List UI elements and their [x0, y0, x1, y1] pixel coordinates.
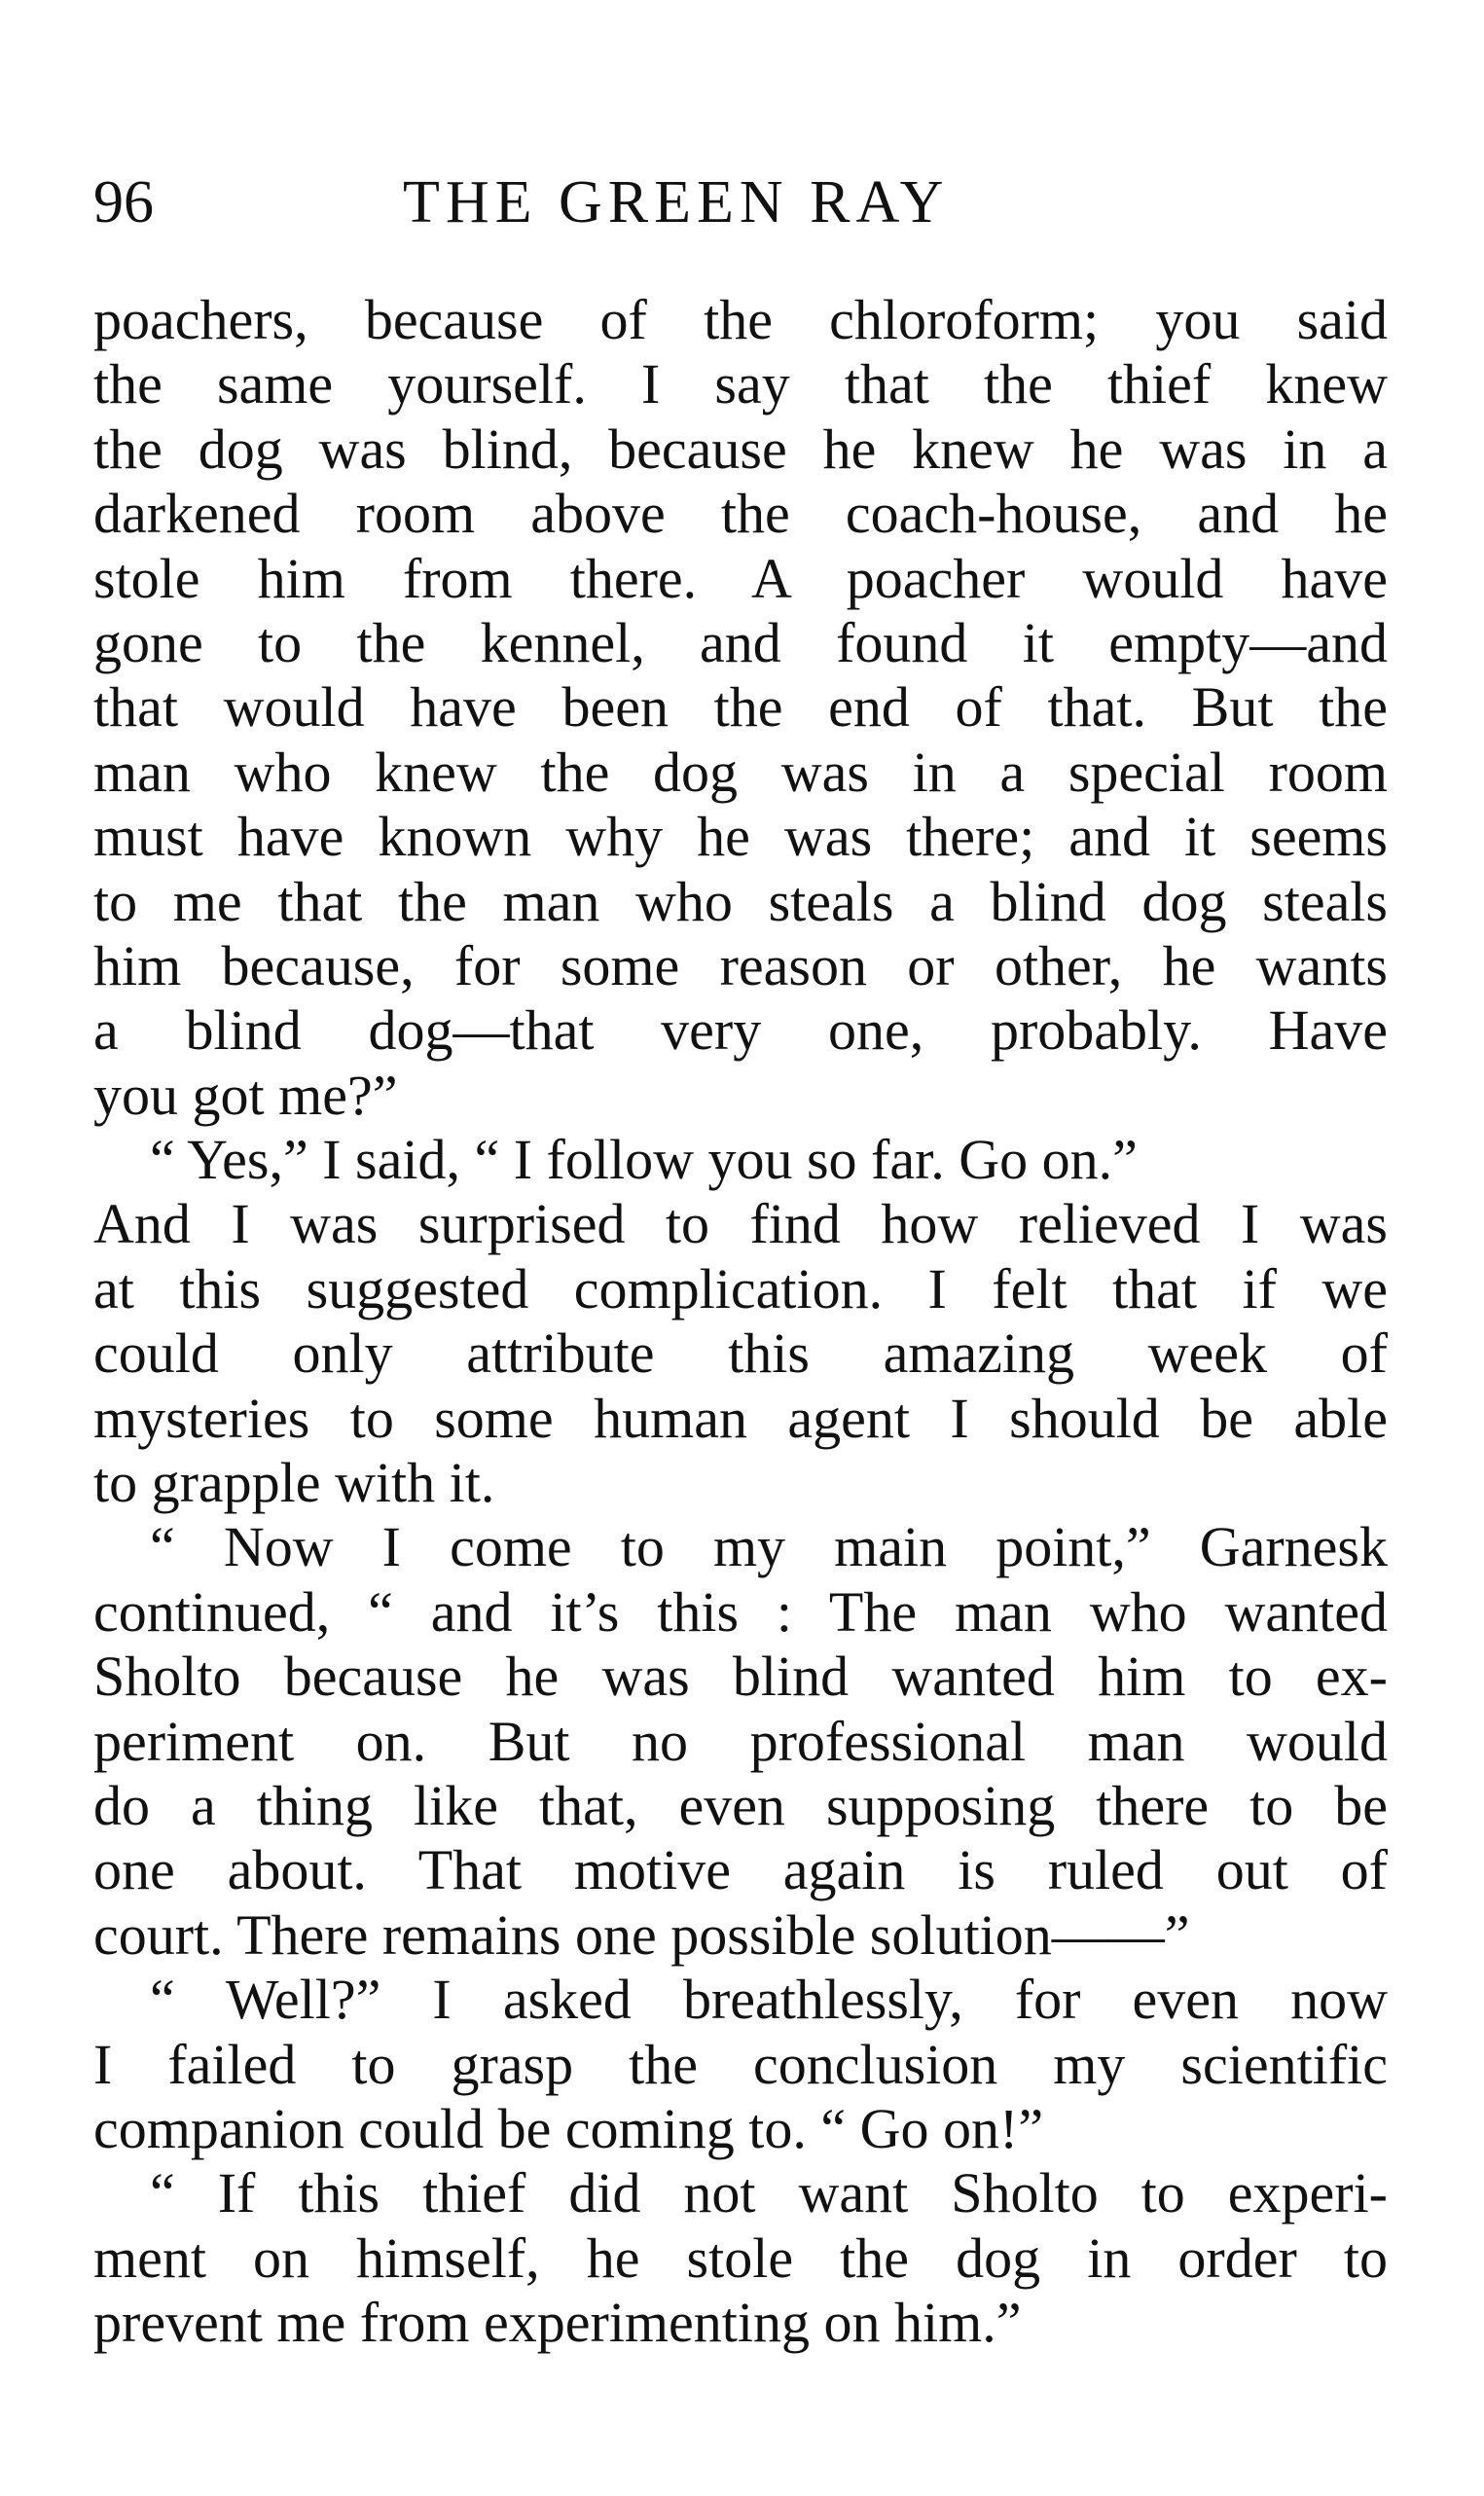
text-line: do a thing like that, even supposing there to be — [93, 1773, 1388, 1837]
text-line: “ Yes,” I said, “ I follow you so far. Go on.” — [150, 1128, 1138, 1192]
body-text — [93, 288, 1388, 2356]
text-line: darkened room above the coach-house, and he — [93, 482, 1388, 546]
text-line: him because, for some reason or other, he wants — [93, 933, 1388, 997]
text-line: gone to the kennel, and found it empty—and — [93, 610, 1388, 674]
text-line: mysteries to some human agent I should be able — [93, 1386, 1388, 1450]
text-line: periment on. But no professional man would — [93, 1709, 1388, 1773]
text-line: court. There remains one possible solution——” — [93, 1902, 1190, 1967]
running-title: THE GREEN RAY — [403, 169, 950, 235]
page-number: 96 — [93, 169, 154, 235]
text-line: must have known why he was there; and it seems — [93, 805, 1388, 869]
text-line: one about. That motive again is ruled out of — [93, 1838, 1388, 1902]
page-header — [93, 163, 1388, 241]
text-line: could only attribute this amazing week of — [93, 1321, 1388, 1386]
text-line: Sholto because he was blind wanted him to ex- — [93, 1645, 1388, 1709]
text-line: “ If this thief did not want Sholto to experi- — [150, 2161, 1388, 2225]
text-line: “ Now I come to my main point,” Garnesk — [150, 1515, 1388, 1579]
text-line: stole him from there. A poacher would have — [93, 546, 1388, 610]
text-line: And I was surprised to find how relieved I was — [93, 1192, 1388, 1256]
text-line: ment on himself, he stole the dog in order to — [93, 2225, 1388, 2290]
text-line: you got me?” — [93, 1063, 398, 1127]
text-line: to me that the man who steals a blind dog steals — [93, 869, 1388, 933]
text-line: to grapple with it. — [93, 1451, 495, 1515]
text-line: continued, “ and it’s this : The man who wanted — [93, 1579, 1388, 1644]
text-line: companion could be coming to. “ Go on!” — [93, 2096, 1044, 2160]
text-line: the dog was blind, because he knew he was in a — [93, 416, 1388, 481]
text-line: a blind dog—that very one, probably. Have — [93, 998, 1388, 1063]
text-line: “ Well?” I asked breathlessly, for even now — [150, 1968, 1388, 2032]
text-line: prevent me from experimenting on him.” — [93, 2291, 1022, 2355]
text-line: man who knew the dog was in a special room — [93, 740, 1388, 804]
text-line: at this suggested complication. I felt that if we — [93, 1256, 1388, 1320]
text-line: I failed to grasp the conclusion my scientific — [93, 2032, 1388, 2096]
text-line: that would have been the end of that. But the — [93, 675, 1388, 740]
text-line: the same yourself. I say that the thief knew — [93, 352, 1388, 416]
text-line: poachers, because of the chloroform; you said — [93, 288, 1388, 351]
